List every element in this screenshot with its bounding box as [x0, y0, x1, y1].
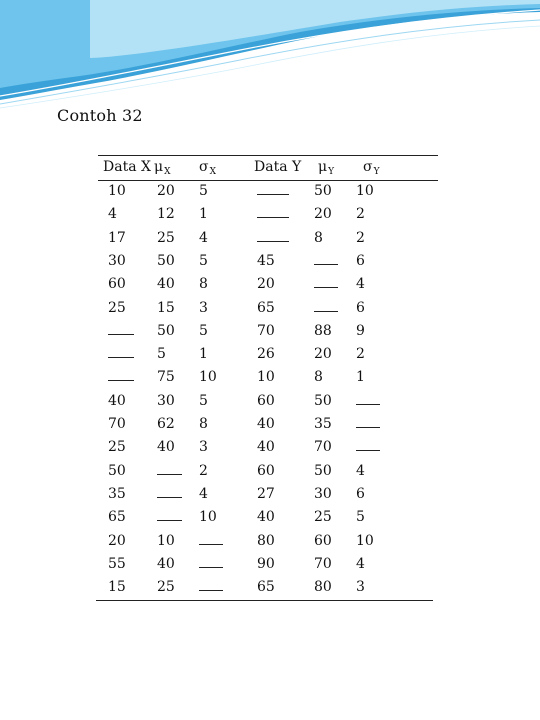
cell-data-y: 60: [257, 392, 275, 409]
cell-mu-x: 40: [157, 276, 175, 293]
cell-mu-x: 10: [157, 532, 175, 549]
cell-mu-y: 50: [314, 462, 332, 479]
cell-sigma-x: 8: [199, 276, 208, 293]
cell-mu-y: 20: [314, 206, 332, 223]
cell-sigma-y: 10: [356, 532, 374, 549]
table-bottom-rule: [96, 600, 433, 601]
cell-mu-y: 25: [314, 509, 332, 526]
cell-sigma-y: 6: [356, 485, 365, 502]
cell-mu-x: 62: [157, 416, 175, 432]
cell-sigma-x: 10: [199, 369, 217, 386]
cell-data-x: 4: [108, 206, 117, 223]
blank-entry: [108, 322, 134, 340]
cell-sigma-x: 5: [199, 183, 208, 199]
blank-entry: [314, 299, 338, 317]
cell-data-x: 20: [108, 532, 126, 549]
cell-sigma-y: 1: [356, 369, 365, 386]
cell-mu-x: 40: [157, 555, 175, 572]
cell-mu-y: 8: [314, 229, 323, 246]
cell-mu-y: 70: [314, 439, 332, 456]
header-data-x: Data X: [103, 159, 151, 175]
cell-sigma-x: 10: [199, 509, 217, 526]
cell-mu-y: 60: [314, 532, 332, 549]
cell-mu-y: 50: [314, 392, 332, 409]
cell-sigma-y: 6: [356, 252, 365, 269]
cell-data-x: 70: [108, 416, 126, 432]
cell-sigma-x: 3: [199, 299, 208, 316]
blank-entry: [108, 368, 134, 386]
cell-data-y: 10: [257, 369, 275, 386]
cell-mu-x: 30: [157, 392, 175, 409]
blank-entry: [157, 485, 182, 503]
cell-sigma-x: 1: [199, 206, 208, 223]
cell-data-x: 17: [108, 229, 126, 246]
cell-data-x: 40: [108, 392, 126, 409]
cell-sigma-x: 3: [199, 439, 208, 456]
cell-mu-x: 40: [157, 439, 175, 456]
blank-entry: [314, 275, 338, 293]
cell-mu-x: 75: [157, 369, 175, 386]
blank-entry: [157, 462, 182, 480]
cell-mu-x: 12: [157, 206, 175, 223]
cell-data-y: 70: [257, 322, 275, 339]
cell-data-y: 80: [257, 532, 275, 549]
cell-sigma-y: 2: [356, 206, 365, 223]
cell-sigma-y: 4: [356, 462, 365, 479]
cell-data-x: 60: [108, 276, 126, 293]
cell-sigma-y: 2: [356, 229, 365, 246]
cell-mu-x: 5: [157, 346, 166, 363]
cell-sigma-x: 4: [199, 485, 208, 502]
cell-data-x: 65: [108, 509, 126, 526]
cell-sigma-x: 8: [199, 416, 208, 432]
cell-sigma-x: 5: [199, 322, 208, 339]
cell-sigma-x: 1: [199, 346, 208, 363]
cell-sigma-x: 5: [199, 252, 208, 269]
cell-sigma-x: 2: [199, 462, 208, 479]
blank-entry: [356, 392, 380, 410]
table-top-rule: [98, 155, 438, 156]
cell-mu-x: 50: [157, 252, 175, 269]
cell-sigma-y: 10: [356, 183, 374, 199]
cell-data-y: 20: [257, 276, 275, 293]
cell-data-x: 50: [108, 462, 126, 479]
cell-data-y: 40: [257, 439, 275, 456]
cell-data-y: 45: [257, 252, 275, 269]
cell-sigma-y: 3: [356, 579, 365, 596]
header-sigma-x: $\sigma_X$: [199, 159, 216, 177]
header-mu-x: $\mu_X$: [154, 159, 171, 177]
cell-data-y: 90: [257, 555, 275, 572]
cell-sigma-x: 5: [199, 392, 208, 409]
header-sigma-y: $\sigma_Y$: [363, 159, 380, 177]
cell-mu-y: 88: [314, 322, 332, 339]
cell-data-x: 25: [108, 439, 126, 456]
cell-sigma-y: 4: [356, 276, 365, 293]
cell-data-y: 60: [257, 462, 275, 479]
cell-sigma-y: 4: [356, 555, 365, 572]
blank-entry: [257, 182, 289, 200]
blank-entry: [157, 508, 182, 526]
cell-sigma-y: 6: [356, 299, 365, 316]
cell-data-y: 27: [257, 485, 275, 502]
blank-entry: [199, 532, 223, 550]
cell-mu-y: 35: [314, 416, 332, 432]
blank-entry: [257, 205, 289, 223]
cell-data-y: 65: [257, 579, 275, 596]
cell-mu-y: 50: [314, 183, 332, 199]
cell-data-y: 26: [257, 346, 275, 363]
cell-mu-x: 25: [157, 229, 175, 246]
cell-mu-x: 20: [157, 183, 175, 199]
cell-sigma-x: 4: [199, 229, 208, 246]
blank-entry: [257, 229, 289, 247]
cell-mu-y: 8: [314, 369, 323, 386]
cell-mu-y: 70: [314, 555, 332, 572]
blank-entry: [356, 415, 380, 433]
header-mu-y: $\mu_Y$: [318, 159, 335, 177]
cell-sigma-y: 2: [356, 346, 365, 363]
slide-title: Contoh 32: [57, 106, 143, 125]
cell-mu-y: 30: [314, 485, 332, 502]
cell-mu-x: 15: [157, 299, 175, 316]
cell-mu-y: 80: [314, 579, 332, 596]
cell-data-x: 15: [108, 579, 126, 596]
cell-data-x: 10: [108, 183, 126, 199]
cell-data-y: 40: [257, 416, 275, 432]
cell-data-x: 25: [108, 299, 126, 316]
cell-mu-x: 25: [157, 579, 175, 596]
cell-sigma-y: 5: [356, 509, 365, 526]
blank-entry: [199, 555, 223, 573]
cell-data-x: 55: [108, 555, 126, 572]
cell-data-y: 40: [257, 509, 275, 526]
cell-mu-x: 50: [157, 322, 175, 339]
header-wave-decoration: [0, 0, 540, 110]
cell-data-x: 35: [108, 485, 126, 502]
cell-data-x: 30: [108, 252, 126, 269]
table-header-rule: [98, 180, 438, 181]
header-data-y: Data Y: [254, 159, 302, 175]
blank-entry: [108, 345, 134, 363]
cell-mu-y: 20: [314, 346, 332, 363]
blank-entry: [199, 578, 223, 596]
cell-data-y: 65: [257, 299, 275, 316]
blank-entry: [356, 438, 380, 456]
blank-entry: [314, 252, 338, 270]
cell-sigma-y: 9: [356, 322, 365, 339]
